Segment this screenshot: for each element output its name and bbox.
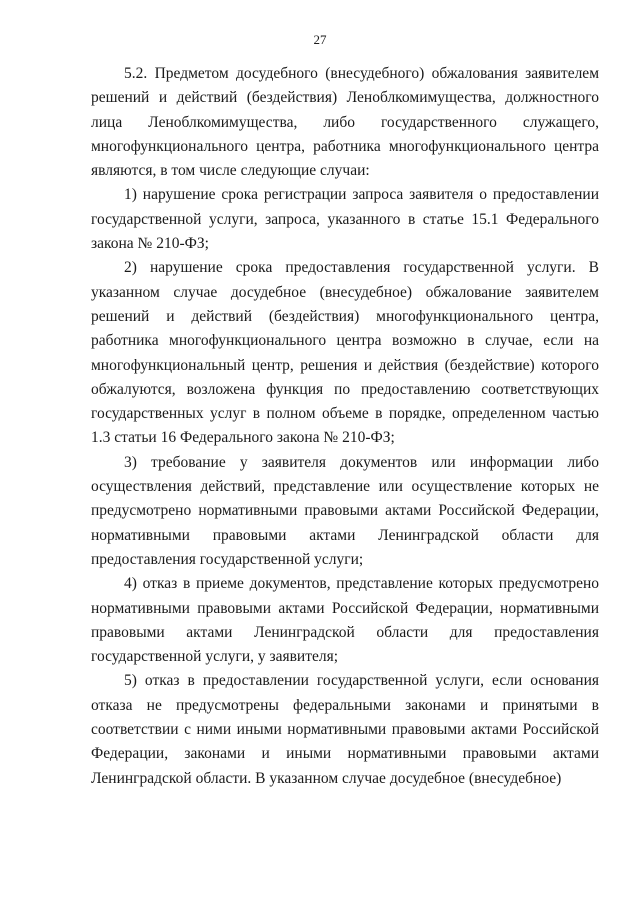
page-number: 27 <box>313 32 327 47</box>
list-item-1: 1) нарушение срока регистрации запроса заявителя о предоставлении государственной услуги, запроса, указанного в статье 15.1 Федерального закона № 210-ФЗ; <box>91 186 599 253</box>
list-item-2: 2) нарушение срока предоставления государственной услуги. В указанном случае досудебное (внесудебное) обжалование заявителем решений и действий (бездействия) многофункционального центра, работника многофункционального центра возможно в случае, если на многофункциональный центр, решения и действия (бездействие) которого обжалуются, возложена функция по предоставлению соответствующих государственных услуг в полном объеме в порядке, определенном частью 1.3 статьи 16 Федерального закона № 210-ФЗ; <box>91 259 599 447</box>
list-item-4: 4) отказ в приеме документов, представление которых предусмотрено нормативными правовыми актами Российской Федерации, нормативными правовыми актами Ленинградской области для предоставления государственной услуги, у заявителя; <box>91 575 599 666</box>
list-item-3: 3) требование у заявителя документов или информации либо осуществления действий, представление или осуществление которых не предусмотрено нормативными правовыми актами Российской Федерации, нормативными правовыми актами Ленинградской области для предоставления государственной услуги; <box>91 453 599 568</box>
document-body <box>91 62 599 791</box>
paragraph-5-2: 5.2. Предметом досудебного (внесудебного) обжалования заявителем решений и действий (бездействия) Леноблкомимущества, должностного лица Леноблкомимущества, либо государственного служащего, многофункционального центра, работника многофункционального центра являются, в том числе следующие случаи: <box>91 65 599 180</box>
list-item-5: 5) отказ в предоставлении государственной услуги, если основания отказа не предусмотрены федеральными законами и принятыми в соответствии с ними иными нормативными правовыми актами Российской Федерации, законами и иными нормативными правовыми актами Ленинградской области. В указанном случае досудебное (внесудебное) <box>91 672 599 787</box>
